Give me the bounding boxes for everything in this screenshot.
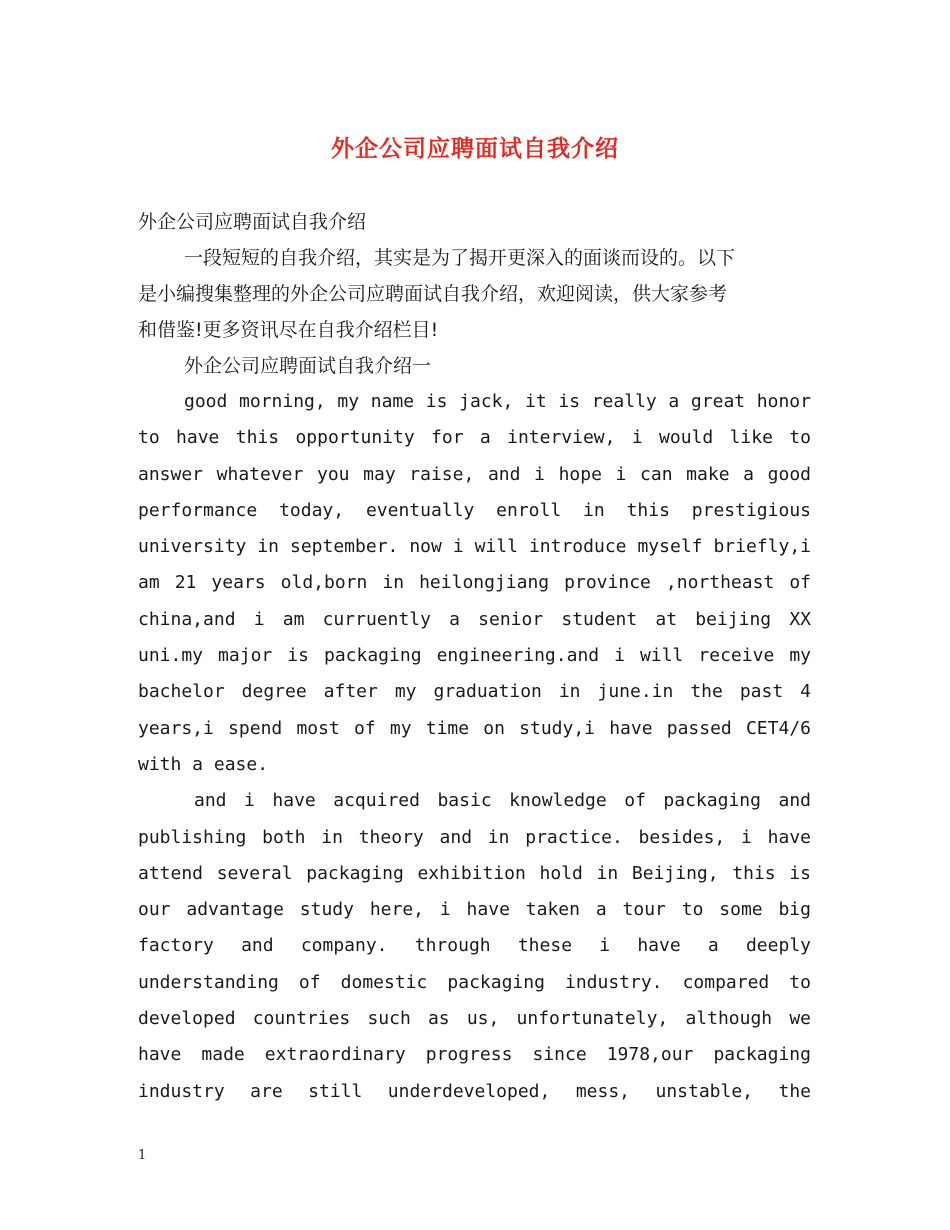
text-line: bachelor degree after my graduation in june.in the past 4 [138,681,811,703]
text-line: developed countries such as us, unfortunately, although we [138,1008,811,1030]
text-line: attend several packaging exhibition hold in Beijing, this is [138,862,811,884]
text-line: answer whatever you may raise, and i hope i can make a good [138,463,811,485]
text-line: with a ease. [138,753,269,775]
document-body [138,204,811,1110]
text-line: have made extraordinary progress since 1978,our packaging [138,1044,811,1066]
page-number: 1 [138,1148,147,1163]
text-line: understanding of domestic packaging industry. compared to [138,971,811,993]
text-line: our advantage study here, i have taken a tour to some big [138,899,811,921]
text-line: 外企公司应聘面试自我介绍 [138,211,367,233]
text-line: uni.my major is packaging engineering.and i will receive my [138,645,811,667]
text-line: 和借鉴!更多资讯尽在自我介绍栏目! [138,319,439,341]
text-line: 外企公司应聘面试自我介绍一 [184,355,432,377]
text-line: university in september. now i will introduce myself briefly,i [138,536,811,558]
text-line: and i have acquired basic knowledge of packaging and [194,790,811,812]
document-title: 外企公司应聘面试自我介绍 [331,135,619,162]
text-line: years,i spend most of my time on study,i have passed CET4/6 [138,717,811,739]
text-line: to have this opportunity for a interview, i would like to [138,427,811,449]
text-line: china,and i am curruently a senior student at beijing XX [138,608,811,630]
text-line: 是小编搜集整理的外企公司应聘面试自我介绍，欢迎阅读，供大家参考 [138,283,728,305]
text-line: industry are still underdeveloped, mess, unstable, the [138,1080,811,1102]
text-line: good morning, my name is jack, it is really a great honor [184,391,811,412]
text-line: 一段短短的自我介绍，其实是为了揭开更深入的面谈而设的。以下 [184,247,736,269]
text-line: am 21 years old,born in heilongjiang province ,northeast of [138,572,811,594]
text-line: publishing both in theory and in practice. besides, i have [138,826,811,848]
text-line: factory and company. through these i have a deeply [138,935,811,957]
text-line: performance today, eventually enroll in this prestigious [138,499,811,521]
